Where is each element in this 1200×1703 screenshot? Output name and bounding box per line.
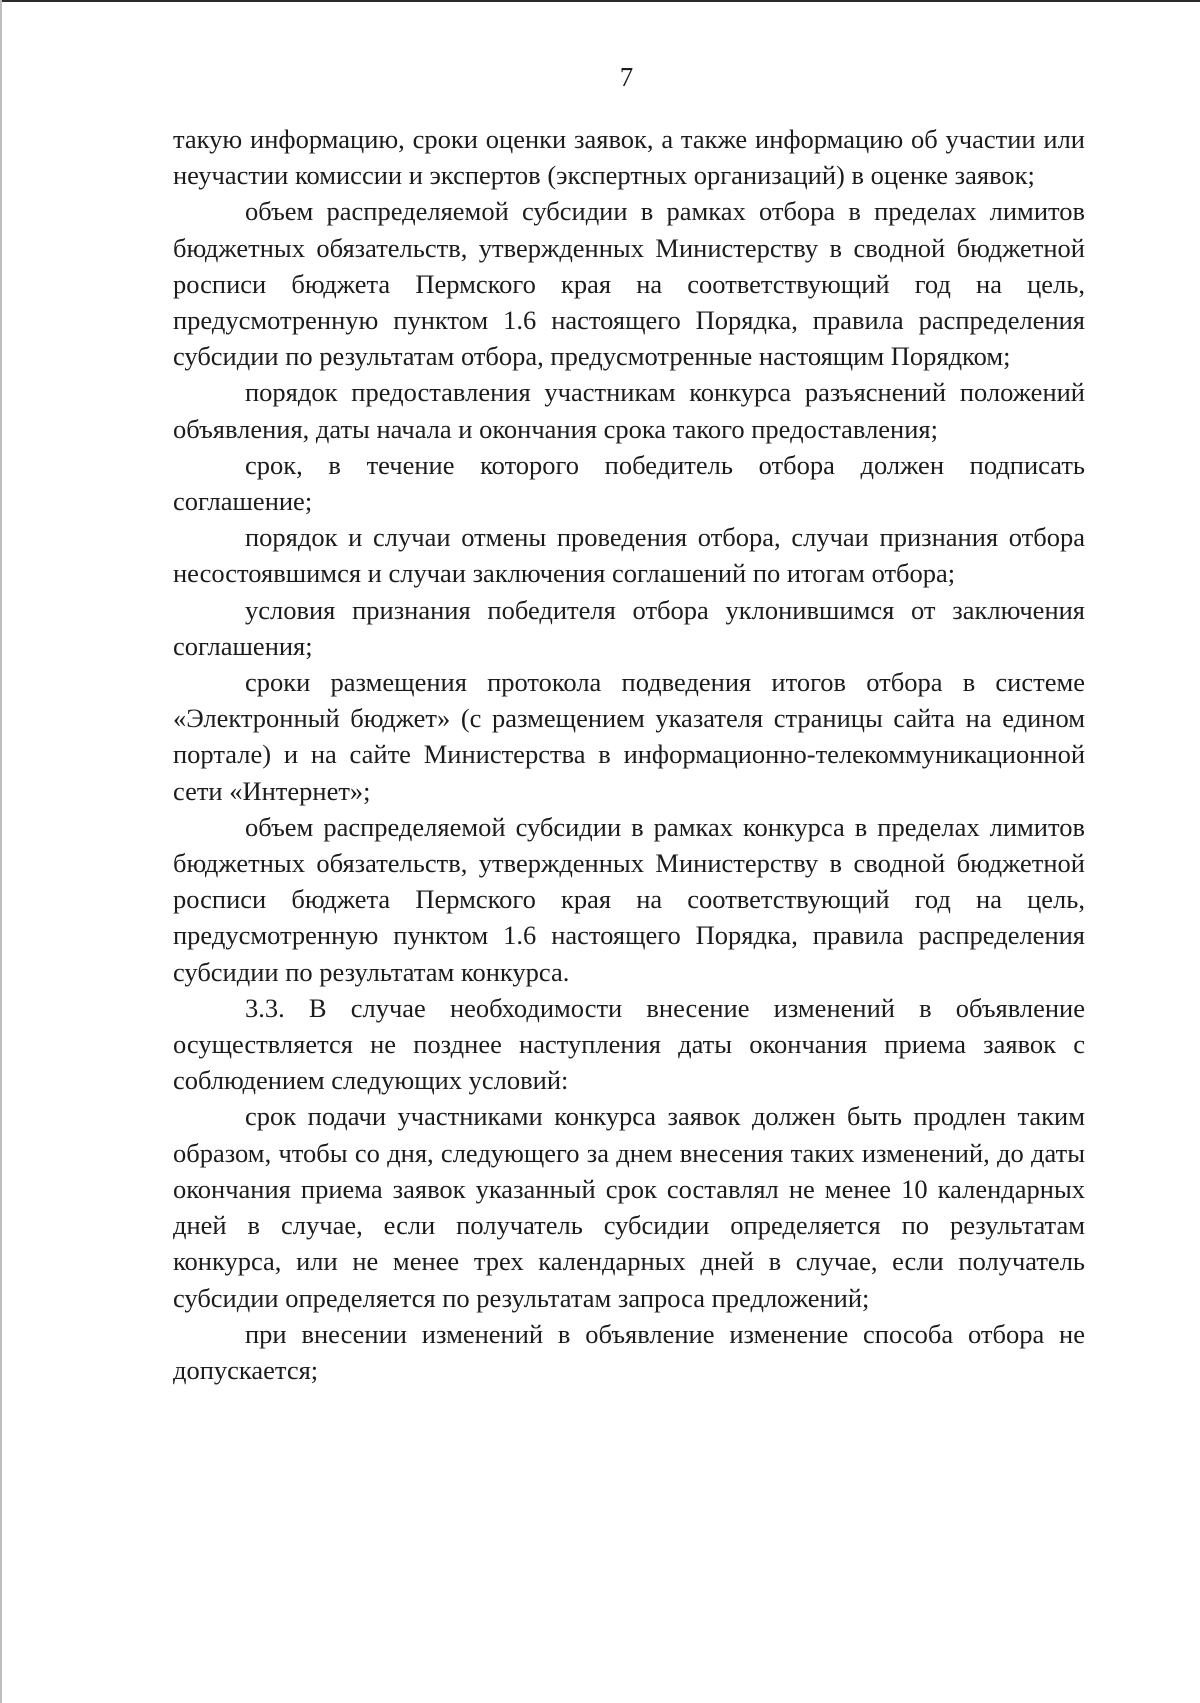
page-number: 7 xyxy=(619,62,634,92)
paragraph-deadline-extension: срок подачи участниками конкурса заявок должен быть продлен таким образом, чтобы со дня, следующего за днем внесения таких изменений, до даты окончания приема заявок указанный срок составлял не менее 10 календарных дней в случае, если получатель субсидии определяется по результатам конкурса, или не менее трех календарных дней в случае, если получатель субсидии определяется по результатам запроса предложений; xyxy=(173,1101,1085,1313)
paragraph-subsidy-volume-selection: объем распределяемой субсидии в рамках отбора в пределах лимитов бюджетных обязательств, утвержденных Министерству в сводной бюджетной росписи бюджета Пермского края на соответствующий год на цель, предусмотренную пунктом 1.6 настоящего Порядка, правила распределения субсидии по результатам отбора, предусмотренные настоящим Порядком; xyxy=(173,196,1085,372)
paragraph-subsidy-volume-contest: объем распределяемой субсидии в рамках конкурса в пределах лимитов бюджетных обязательств, утвержденных Министерству в сводной бюджетной росписи бюджета Пермского края на соответствующий год на цель, предусмотренную пунктом 1.6 настоящего Порядка, правила распределения субсидии по результатам конкурса. xyxy=(173,811,1085,987)
scan-edge-top xyxy=(0,0,1200,2)
paragraph-signing-deadline: срок, в течение которого победитель отбора должен подписать соглашение; xyxy=(173,449,1085,517)
paragraph-winner-evasion: условия признания победителя отбора уклонившимся от заключения соглашения; xyxy=(173,594,1085,661)
paragraph-cancellation-procedure: порядок и случаи отмены проведения отбора, случаи признания отбора несостоявшимся и случаи заключения соглашений по итогам отбора; xyxy=(173,522,1085,589)
paragraph-clarifications-procedure: порядок предоставления участникам конкурса разъяснений положений объявления, даты начала и окончания срока такого предоставления; xyxy=(173,377,1085,444)
paragraph-continuation: такую информацию, сроки оценки заявок, а также информацию об участии или неучастии комиссии и экспертов (экспертных организаций) в оценке заявок; xyxy=(173,124,1085,191)
paragraph-section-3-3: 3.3. В случае необходимости внесение изменений в объявление осуществляется не позднее наступления даты окончания приема заявок с соблюдением следующих условий: xyxy=(173,992,1085,1096)
paragraph-protocol-publication: сроки размещения протокола подведения итогов отбора в системе «Электронный бюджет» (с размещением указателя страницы сайта на едином портале) и на сайте Министерства в информационно-телекоммуникационной сети «Интернет»; xyxy=(173,667,1085,806)
scan-edge-left xyxy=(0,0,2,1703)
document-body xyxy=(173,121,1085,1388)
paragraph-method-change-prohibited: при внесении изменений в объявление изменение способа отбора не допускается; xyxy=(173,1318,1085,1385)
